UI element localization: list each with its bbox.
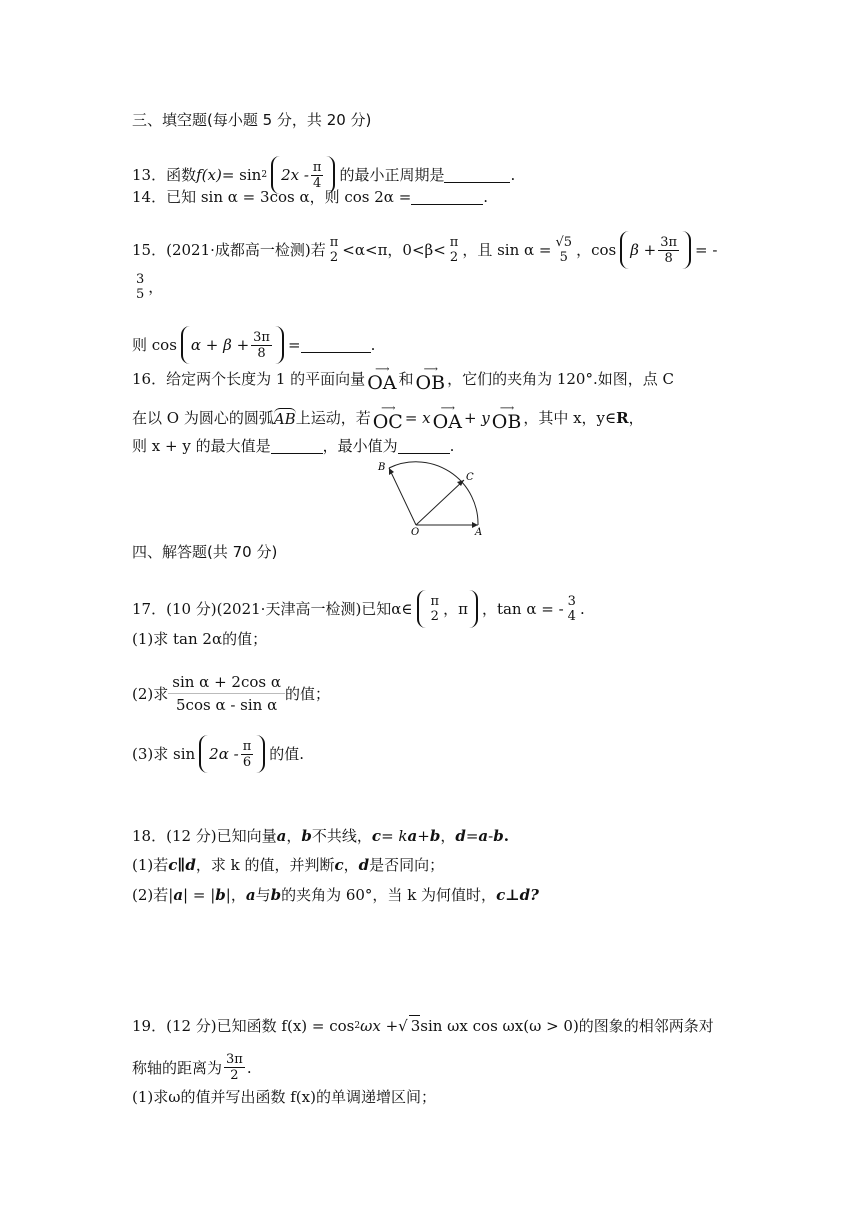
fraction-numerator: π (242, 738, 252, 754)
question-number: 16． (132, 370, 167, 388)
q17-tan: ，tan α = - (481, 600, 564, 618)
fraction-denominator: 5 (559, 250, 568, 265)
question-17 (132, 590, 585, 628)
q17-part3-paren (199, 735, 265, 773)
fraction-denominator: 8 (257, 345, 266, 361)
q17-pi: ，π (443, 600, 468, 618)
arc-figure (372, 458, 492, 536)
vector-b: b (301, 827, 312, 845)
q15-comma: ， (148, 278, 164, 296)
q17-frac-pi6 (241, 739, 254, 770)
q15-frac-sqrt5 (554, 235, 575, 265)
q19-end: . (246, 1058, 252, 1077)
fraction-denominator: 6 (242, 754, 252, 770)
q19-axis-distance: 称轴的距离为 (132, 1058, 223, 1077)
fraction-denominator: 5 (136, 287, 145, 302)
vector-label: OA (367, 372, 397, 394)
q15-then: 则 cos (132, 336, 177, 354)
fraction-denominator: 4 (567, 609, 576, 624)
q16-line3 (132, 436, 454, 456)
fraction-numerator: 3π (253, 329, 270, 345)
q17-frac-pi2 (429, 594, 442, 624)
q16-arc-text: 在以 O 为圆心的圆弧 (132, 409, 274, 427)
q15-paren1 (620, 231, 691, 269)
q17-part3-end: 的值. (269, 745, 305, 763)
q15-inner2: α + β + (190, 336, 250, 354)
q18-minus: - (488, 827, 494, 845)
q17-frac-34 (566, 594, 578, 624)
vector-label: OB (415, 372, 446, 394)
arc-ab: AB (273, 409, 296, 428)
section-title: 四、解答题(共 70 分) (132, 543, 278, 561)
sqrt-sign: √ (398, 1016, 408, 1035)
fraction-denominator: 2 (230, 1068, 239, 1083)
q18-dot: . (503, 827, 509, 845)
section-title: 三、填空题(每小题 5 分，共 20 分) (132, 111, 372, 129)
q18-angle: 的夹角为 60°，当 k 为何值时， (281, 886, 497, 904)
fraction-numerator: π (312, 159, 322, 175)
vector-label: OC (372, 411, 403, 433)
question-19 (132, 1015, 714, 1036)
label-b: B (378, 462, 386, 473)
q19-power: 2 (354, 1020, 361, 1031)
q18-eq-k: = k (381, 827, 408, 845)
q18-part1-text: ，求 k 的值，并判断 (195, 856, 335, 874)
vector-a: a (478, 827, 489, 845)
vector-a: a (173, 886, 184, 904)
question-15 (132, 231, 717, 269)
vector-arrow: ⟶ (423, 364, 437, 375)
fraction-denominator: 2 (430, 609, 439, 624)
vector-c: c (334, 856, 344, 874)
q15-frac-3pi8 (658, 235, 679, 266)
q17-part1-text: (1)求 tan 2α的值； (132, 630, 268, 648)
q19-text-rest: sin ωx cos ωx(ω > 0)的图象的相邻两条对 (420, 1016, 714, 1035)
q13-end: . (510, 166, 516, 184)
q18-part1 (132, 855, 444, 875)
q17-part1 (132, 629, 267, 649)
q16-comma: ， (628, 409, 644, 427)
answer-blank-max[interactable] (271, 439, 323, 454)
fraction-denominator: 2 (449, 250, 459, 265)
question-number: 19． (132, 1016, 167, 1035)
fraction-denominator: 2 (329, 250, 339, 265)
q19-part1 (132, 1087, 436, 1107)
vector-oc (373, 405, 403, 431)
question-number: 13． (132, 166, 167, 184)
vector-a: a (276, 827, 287, 845)
q16-plus: + y (463, 409, 490, 427)
q16-where: ，其中 x，y∈ (523, 409, 617, 427)
question-number: 17． (132, 600, 167, 618)
q16-line2 (132, 405, 644, 431)
vector-label: OA (432, 411, 462, 433)
q13-question: 的最小正周期是 (339, 166, 445, 184)
q14-end: . (483, 188, 489, 206)
section-heading-answer (132, 542, 277, 562)
q13-sin: = sin (221, 166, 262, 184)
label-o: O (411, 527, 420, 536)
q13-fraction (311, 160, 324, 191)
vector-ob (416, 366, 446, 392)
vector-oa (367, 366, 396, 392)
fraction-numerator: 3π (226, 1052, 243, 1067)
vector-b: b (270, 886, 282, 904)
fraction-numerator: 3π (660, 234, 678, 250)
fraction-numerator: π (430, 594, 440, 609)
vector-c: c (371, 827, 382, 845)
q15-frac-pi2b (448, 235, 461, 265)
q18-plus: + (417, 827, 430, 845)
q14-text: 已知 sin α = 3cos α，则 cos 2α = (166, 188, 412, 206)
q15-frac-3pi8b (251, 330, 272, 361)
vector-d: d (358, 856, 370, 874)
q17-part3 (132, 735, 304, 773)
section-heading-fill-in (132, 110, 371, 130)
q19-text: (12 分)已知函数 f(x) = cos (166, 1016, 355, 1035)
q15-end: . (370, 336, 376, 354)
q17-interval (417, 590, 478, 628)
q15-frac-pi2 (328, 235, 341, 265)
vector-b: b (493, 827, 504, 845)
q15-range: <α<π，0<β< (342, 241, 446, 259)
question-number: 15． (132, 241, 167, 259)
q18-part1-end: 是否同向； (369, 856, 445, 874)
q17-source: (10 分)(2021·天津高一检测)已知α∈ (166, 600, 413, 618)
q17-part2 (132, 671, 330, 716)
q19-line2 (132, 1052, 252, 1083)
q15-source: (2021·成都高一检测)若 (166, 241, 326, 259)
q16-angle-text: ，它们的夹角为 120°.如图，点 C (447, 370, 674, 388)
question-16 (132, 366, 674, 392)
q16-eq: = x (404, 409, 431, 427)
q17-end: . (579, 600, 585, 618)
q16-and: 和 (398, 370, 414, 388)
vector-a: a (407, 827, 418, 845)
q17-part2-fraction (168, 671, 285, 716)
q17-part3-inner: 2α - (209, 745, 239, 763)
q15-line3 (132, 326, 375, 364)
q16-text: 给定两个长度为 1 的平面向量 (166, 370, 366, 388)
vector-arrow: ⟶ (381, 403, 395, 414)
fraction-numerator: 3 (136, 272, 145, 287)
answer-blank-min[interactable] (398, 439, 450, 454)
q18-part1-label: (1)若 (132, 856, 169, 874)
q16-min: ，最小值为 (322, 437, 398, 455)
q15-frac-35 (134, 272, 146, 302)
q15-sin: ，且 sin α = (462, 241, 552, 259)
fraction-numerator: √5 (555, 235, 573, 250)
q13-text: 函数 (166, 166, 197, 184)
q18-comma: ， (343, 856, 359, 874)
q15-line2 (132, 272, 163, 302)
q18-comma: ， (286, 827, 302, 845)
q18-abs-eq: | = | (183, 886, 216, 904)
q19-frac-3pi2 (224, 1052, 245, 1083)
question-14 (132, 187, 488, 207)
q18-comma: ， (440, 827, 456, 845)
vector-arrow: ⟶ (375, 364, 389, 375)
question-number: 14． (132, 188, 167, 206)
fraction-denominator: 4 (313, 175, 322, 191)
q19-sqrt-value: 3 (410, 1017, 421, 1035)
fraction-numerator: sin α + 2cos α (168, 671, 285, 694)
segment-ob (389, 468, 416, 525)
question-18 (132, 826, 509, 846)
q13-power: 2 (261, 170, 268, 180)
vector-arrow: ⟶ (440, 403, 454, 414)
vector-arrow: ⟶ (499, 403, 514, 414)
q17-part2-end: 的值； (284, 684, 330, 703)
q13-fx: f(x) (196, 166, 222, 184)
q13-inner: 2x - (281, 166, 309, 184)
answer-blank[interactable] (301, 338, 371, 353)
q18-abs-close: |， (225, 886, 246, 904)
vector-a: a (245, 886, 256, 904)
answer-blank[interactable] (411, 190, 483, 205)
q18-eq: = (465, 827, 479, 845)
vector-b: b (215, 886, 226, 904)
q18-perpendicular: c⊥d? (496, 886, 539, 904)
segment-oc (416, 480, 464, 525)
arc-path (389, 462, 478, 525)
q16-moving: 上运动，若 (295, 409, 371, 427)
vector-oa-2 (433, 405, 462, 431)
q18-noncollinear: 不共线， (311, 827, 372, 845)
q18-parallel: c∥d (168, 856, 196, 874)
fraction-denominator: 8 (664, 250, 673, 266)
label-c: C (466, 472, 474, 483)
real-set: R (616, 409, 629, 427)
q15-equals2: = (287, 336, 301, 354)
vector-ob-2 (492, 405, 522, 431)
q15-cos: ，cos (576, 241, 617, 259)
q18-with: 与 (255, 886, 271, 904)
fraction-denominator: 5cos α - sin α (176, 696, 278, 714)
q17-part3-label: (3)求 sin (132, 745, 196, 763)
answer-blank[interactable] (444, 168, 510, 183)
q18-part2-label: (2)若| (132, 886, 174, 904)
vector-d: d (455, 827, 466, 845)
q19-omega: ωx + (360, 1016, 399, 1035)
q18-part2 (132, 885, 539, 905)
q17-part2-label: (2)求 (132, 684, 169, 703)
q16-max: 则 x + y 的最大值是 (132, 437, 271, 455)
q15-paren2 (181, 326, 284, 364)
label-a: A (475, 527, 483, 536)
q19-part1-text: (1)求ω的值并写出函数 f(x)的单调递增区间； (132, 1088, 436, 1106)
q15-inner1: β + (630, 241, 657, 259)
vector-label: OB (491, 411, 522, 433)
fraction-numerator: 3 (567, 594, 576, 609)
vector-b: b (429, 827, 441, 845)
q15-equals: = - (695, 241, 718, 259)
q16-end: . (449, 437, 455, 455)
question-number: 18． (132, 827, 167, 845)
q18-text: (12 分)已知向量 (166, 827, 277, 845)
fraction-numerator: π (329, 235, 339, 250)
fraction-numerator: π (449, 235, 459, 250)
